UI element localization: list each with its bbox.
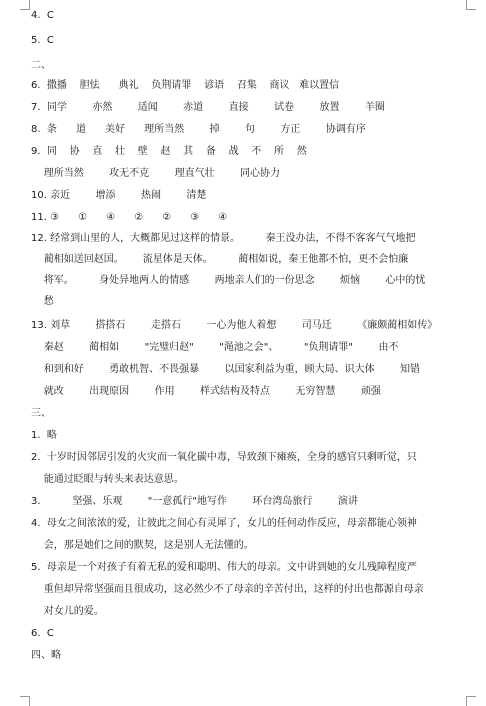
crop-mark-bottom-left [20, 696, 30, 706]
answer-line-continued: 将军。 身处异地两人的情感 两地亲人们的一份思念 烦恼 心中的忧 [31, 275, 426, 286]
answer-line: 3. 坚强、乐观 "一意孤行"地写作 环台湾岛旅行 演讲 [31, 496, 358, 507]
answer-line: 5. C [31, 35, 54, 46]
answer-line-continued: 理所当然 攻无不克 理直气壮 同心协力 [31, 168, 281, 179]
answer-line: 11. ③ ① ④ ② ② ③ ④ [31, 212, 228, 223]
answer-line-continued: 对女儿的爱。 [31, 606, 104, 617]
answer-line-continued: 秦赵 蔺相如 "完璧归赵" "渑池之会"、 "负荆请罪" 由不 [31, 342, 399, 353]
answer-line-continued: 会，那是她们之间的默契，这是别人无法懂的。 [31, 540, 254, 551]
answer-line: 8. 条 道 美好 理所当然 掉 句 方正 协调有序 [31, 124, 366, 135]
answer-line: 1. 略 [31, 430, 57, 441]
section-heading: 四、略 [31, 650, 61, 661]
crop-mark-top-right [466, 0, 476, 10]
answer-line: 6. C [31, 628, 54, 639]
answer-line: 2. 十岁时因邻居引发的火灾而一氧化碳中毒，导致颈下瘫痪，全身的感官只剩听觉，只 [31, 452, 417, 463]
crop-mark-bottom-right [466, 696, 476, 706]
answer-line-continued: 重但却异常坚强而且很成功，这必然少不了母亲的辛苦付出，这样的付出也都源自母亲 [31, 584, 424, 595]
answer-line-continued: 和到和好 勇敢机智、不畏强暴 以国家利益为重，顾大局、识大体 知错 [31, 364, 421, 375]
answer-line: 4. 母女之间浓浓的爱，让彼此之间心有灵犀了，女儿的任何动作反应，母亲都能心领神 [31, 518, 417, 529]
section-heading: 三、 [31, 408, 51, 419]
answer-line: 9. 同 协 直 壮 壁 赵 其 备 战 不 所 然 [31, 146, 307, 157]
section-heading: 二、 [31, 60, 51, 71]
answer-line: 12. 经常到山里的人，大概都见过这样的情景。 秦王没办法，不得不客客气气地把 [31, 233, 416, 244]
answer-line: 6. 撒播 胆怯 典礼 负荆请罪 谚语 召集 商议 难以置信 [31, 80, 340, 91]
answer-line-continued: 能通过眨眼与转头来表达意思。 [31, 474, 184, 485]
crop-mark-top-left [20, 0, 30, 10]
answer-line-continued: 就改 出现原因 作用 样式结构及特点 无穷智慧 顽强 [31, 386, 381, 397]
answer-line-continued: 蔺相如送回赵国。 流星体是天体。 蔺相如说，秦王他都不怕，更不会怕廉 [31, 254, 409, 265]
answer-line: 13. 刘草 搭搭石 走搭石 一心为他人着想 司马迁 《廉颇蔺相如传》 [31, 320, 438, 331]
answer-line: 10. 亲近 增添 热闹 清楚 [31, 190, 207, 201]
answer-line: 7. 同学 亦然 适闻 赤道 直接 试卷 放置 羊圈 [31, 102, 385, 113]
answer-line-continued: 愁 [31, 296, 54, 307]
answer-line: 4. C [31, 10, 54, 21]
answer-line: 5. 母亲是一个对孩子有着无私的爱和聪明、伟大的母亲。文中讲到她的女儿残障程度严 [31, 562, 417, 573]
